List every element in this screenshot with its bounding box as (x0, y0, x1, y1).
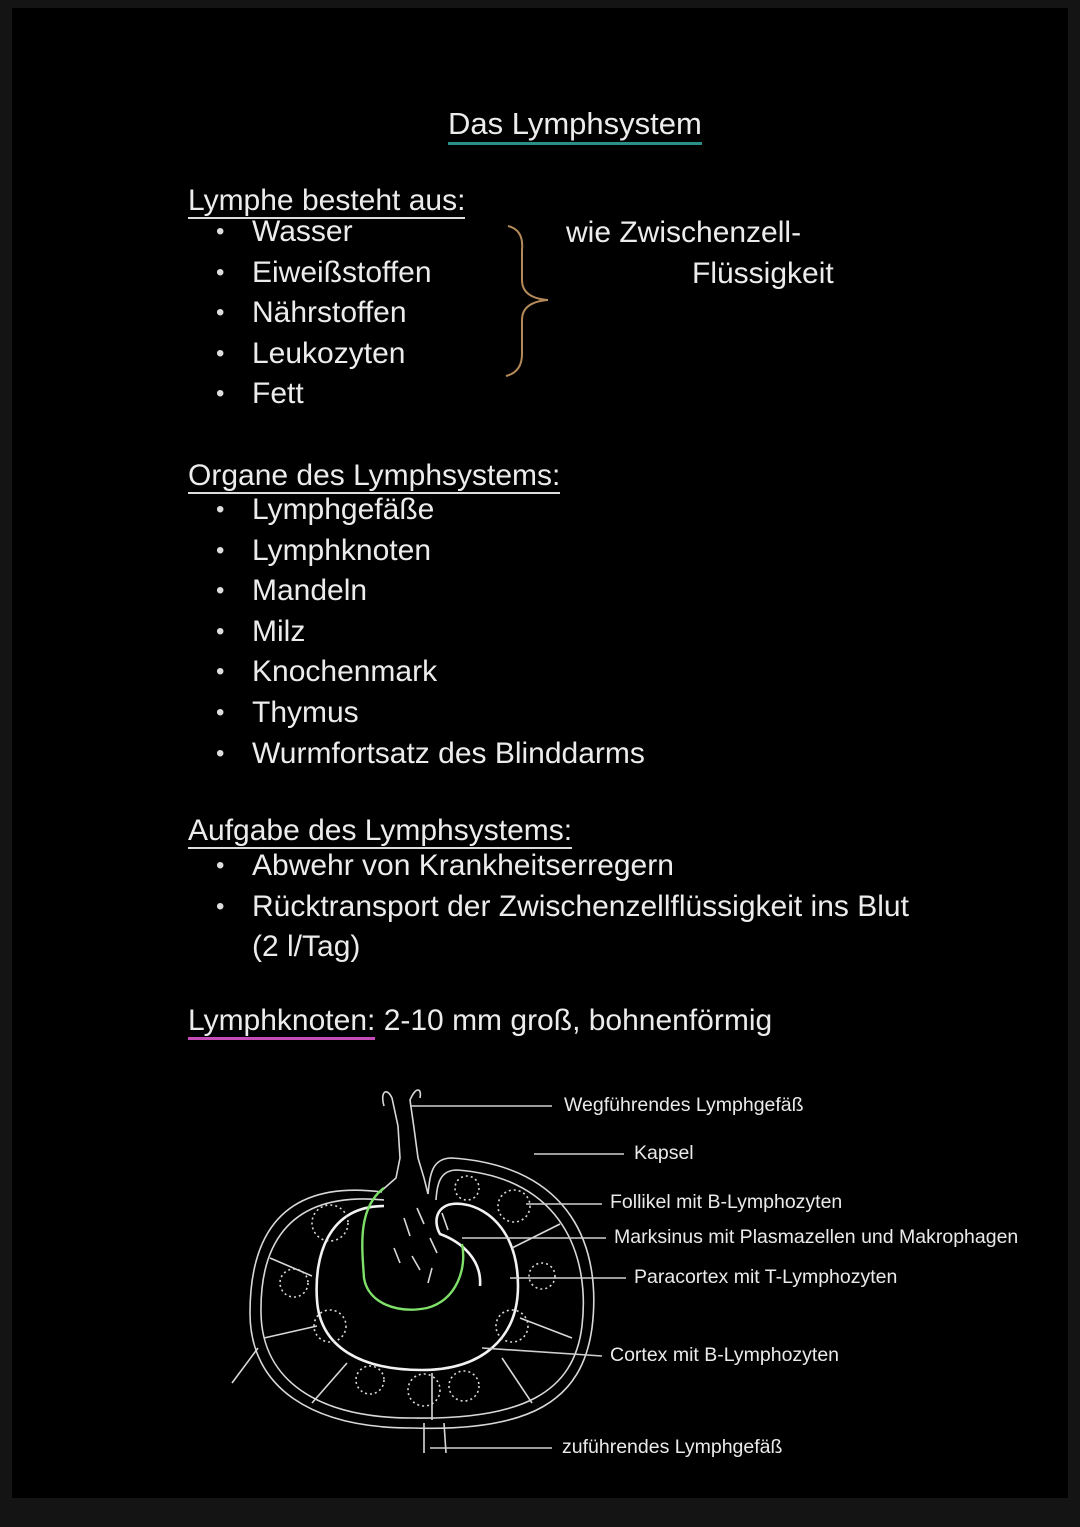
list-item: • Wasser (212, 212, 432, 253)
bullet-icon: • (216, 496, 225, 523)
list-item: • Lymphgefäße (212, 490, 645, 531)
bullet-icon: • (216, 658, 225, 686)
lymph-node-diagram (12, 8, 1068, 1498)
lymphknoten-description: 2-10 mm groß, bohnenförmig (383, 1004, 773, 1037)
bullet-icon: • (216, 339, 225, 367)
label-cortex: Cortex mit B-Lymphozyten (610, 1344, 840, 1366)
bullet-icon: • (216, 739, 225, 767)
label-follicle: Follikel mit B-Lymphozyten (610, 1191, 843, 1213)
list-item: • Eiweißstoffen (212, 253, 432, 294)
section-heading-organe: Organe des Lymphsystems: (188, 459, 561, 492)
follicle-shape (498, 1190, 530, 1222)
label-afferent-vessel: zuführendes Lymphgefäß (562, 1436, 783, 1458)
list-item: • Wurmfortsatz des Blinddarms (212, 734, 645, 775)
follicle-shape (408, 1374, 440, 1406)
bullet-icon: • (216, 577, 225, 605)
bullet-icon: • (216, 218, 225, 245)
list-item: • Thymus (212, 693, 645, 734)
label-efferent-vessel: Wegführendes Lymphgefäß (564, 1094, 804, 1116)
label-paracortex: Paracortex mit T-Lymphozyten (634, 1266, 898, 1288)
page-title: Das Lymphsystem (448, 106, 702, 142)
brace-note-line2: Flüssigkeit (692, 257, 834, 290)
leader-line (482, 1348, 602, 1356)
lymph-node-drawing (232, 1090, 594, 1453)
section-heading-aufgabe: Aufgabe des Lymphsystems: (188, 814, 573, 847)
list-item: • Milz (212, 612, 645, 653)
bullet-icon: • (216, 299, 225, 327)
follicle-shape (529, 1263, 555, 1289)
list-item: • Lymphknoten (212, 531, 645, 572)
list-item: • Abwehr von Krankheitserregern (212, 846, 909, 887)
bullet-icon: • (216, 536, 225, 564)
notes-page (12, 8, 1068, 1498)
bullet-icon: • (216, 258, 225, 286)
follicle-shape (280, 1269, 308, 1297)
bullet-icon: • (216, 698, 225, 726)
follicle-shape (455, 1176, 479, 1200)
list-item: • Nährstoffen (212, 293, 432, 334)
curly-brace-icon (506, 226, 548, 376)
bullet-icon: • (216, 892, 225, 920)
label-medullary-sinus: Marksinus mit Plasmazellen und Makrophagen (614, 1226, 1019, 1248)
bullet-icon: • (216, 852, 225, 879)
list-item: • Knochenmark (212, 652, 645, 693)
list-item: • Fett (212, 374, 432, 415)
bullet-icon: • (216, 617, 225, 645)
lymphknoten-heading: Lymphknoten: (188, 1004, 375, 1040)
aufgabe-continuation: (2 l/Tag) (252, 930, 361, 963)
capsule-inner-outline (261, 1170, 583, 1418)
list-item: • Leukozyten (212, 334, 432, 375)
label-capsule: Kapsel (634, 1142, 694, 1164)
section-heading-lymphe: Lymphe besteht aus: (188, 184, 466, 217)
list-item: • Rücktransport der Zwischenzellflüssigkeit ins Blut (212, 887, 909, 928)
brace-note-line1: wie Zwischenzell- (566, 216, 802, 249)
bullet-icon: • (216, 380, 225, 408)
follicle-shape (449, 1371, 479, 1401)
list-item: • Mandeln (212, 571, 645, 612)
capsule-outline (250, 1158, 594, 1428)
follicle-shape (356, 1366, 384, 1394)
medullary-sinus-shape (394, 1208, 448, 1283)
